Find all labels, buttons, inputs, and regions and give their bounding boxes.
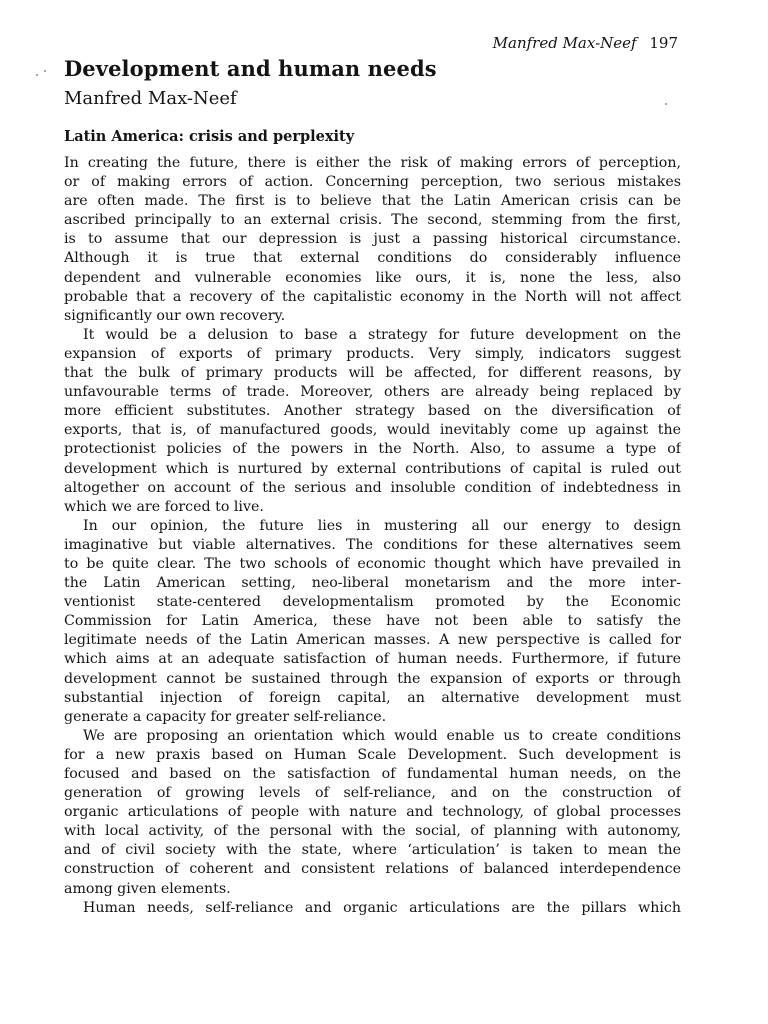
- text-line: protectionist policies of the powers in the North. Also, to assume a type of: [64, 441, 681, 458]
- section-heading: Latin America: crisis and perplexity: [64, 128, 355, 145]
- text-line: Human needs, self-reliance and organic articulations are the pillars which: [83, 899, 681, 916]
- text-line: which we are forced to live.: [64, 498, 264, 515]
- running-head-author: Manfred Max-Neef: [492, 34, 637, 52]
- scan-speck: [665, 103, 667, 105]
- text-line: substantial injection of foreign capital, an alternative development must: [64, 689, 681, 706]
- text-line: significantly our own recovery.: [64, 307, 286, 324]
- text-line: is to assume that our depression is just a passing historical circumstance.: [64, 231, 681, 248]
- text-line: that the bulk of primary products will be affected, for different reasons, by: [64, 365, 681, 382]
- text-line: generate a capacity for greater self-reliance.: [64, 708, 387, 725]
- page-number: 197: [649, 34, 678, 52]
- text-line: altogether on account of the serious and insoluble condition of indebtedness in: [64, 479, 681, 496]
- scan-speck: [36, 74, 38, 76]
- text-line: probable that a recovery of the capitalistic economy in the North will not affect: [64, 288, 681, 305]
- text-line: imaginative but viable alternatives. The conditions for these alternatives seem: [64, 536, 681, 553]
- text-line: which aims at an adequate satisfaction of human needs. Furthermore, if future: [64, 651, 681, 668]
- text-line: dependent and vulnerable economies like ours, it is, none the less, also: [64, 269, 681, 286]
- text-line: ventionist state-centered developmentalism promoted by the Economic: [64, 594, 681, 611]
- text-line: Commission for Latin America, these have not been able to satisfy the: [64, 613, 681, 630]
- text-line: expansion of exports of primary products. Very simply, indicators suggest: [64, 345, 681, 362]
- text-line: focused and based on the satisfaction of fundamental human needs, on the: [64, 766, 681, 782]
- text-line: more efficient substitutes. Another strategy based on the diversification of: [64, 403, 681, 420]
- text-line: generation of growing levels of self-reliance, and on the construction of: [64, 785, 681, 802]
- text-line: the Latin American setting, neo-liberal monetarism and the more inter-: [64, 575, 681, 592]
- scan-speck: [44, 70, 46, 72]
- text-line: exports, that is, of manufactured goods, would inevitably come up against the: [64, 422, 681, 439]
- text-line: construction of coherent and consistent relations of balanced interdependence: [64, 861, 681, 878]
- text-line: to be quite clear. The two schools of economic thought which have prevailed in: [64, 555, 681, 572]
- text-line: with local activity, of the personal with the social, of planning with autonomy,: [64, 823, 681, 840]
- text-line: It would be a delusion to base a strategy for future development on the: [83, 326, 681, 343]
- text-line: legitimate needs of the Latin American masses. A new perspective is called for: [64, 632, 681, 649]
- text-line: unfavourable terms of trade. Moreover, others are already being replaced by: [64, 384, 681, 401]
- text-line: and of civil society with the state, where ‘articulation’ is taken to mean the: [64, 842, 681, 859]
- text-line: development cannot be sustained through the expansion of exports or through: [64, 670, 681, 687]
- text-line: ascribed principally to an external crisis. The second, stemming from the first,: [64, 212, 681, 229]
- text-line: We are proposing an orientation which would enable us to create conditions: [83, 727, 681, 744]
- text-line: are often made. The first is to believe that the Latin American crisis can be: [64, 193, 681, 210]
- text-line: among given elements.: [64, 880, 231, 897]
- running-head: [493, 34, 678, 52]
- article-author: Manfred Max-Neef: [64, 88, 237, 109]
- text-line: or of making errors of action. Concerning perception, two serious mistakes: [64, 174, 681, 191]
- text-line: In creating the future, there is either the risk of making errors of perception,: [64, 155, 681, 171]
- text-line: organic articulations of people with nature and technology, of global processes: [64, 804, 681, 821]
- text-line: In our opinion, the future lies in mustering all our energy to design: [83, 517, 681, 534]
- text-line: development which is nurtured by external contributions of capital is ruled out: [64, 460, 681, 477]
- body-text: [64, 154, 681, 918]
- text-line: Although it is true that external conditions do considerably influence: [64, 250, 681, 267]
- article-title: Development and human needs: [64, 56, 437, 81]
- text-line: for a new praxis based on Human Scale Development. Such development is: [64, 746, 681, 763]
